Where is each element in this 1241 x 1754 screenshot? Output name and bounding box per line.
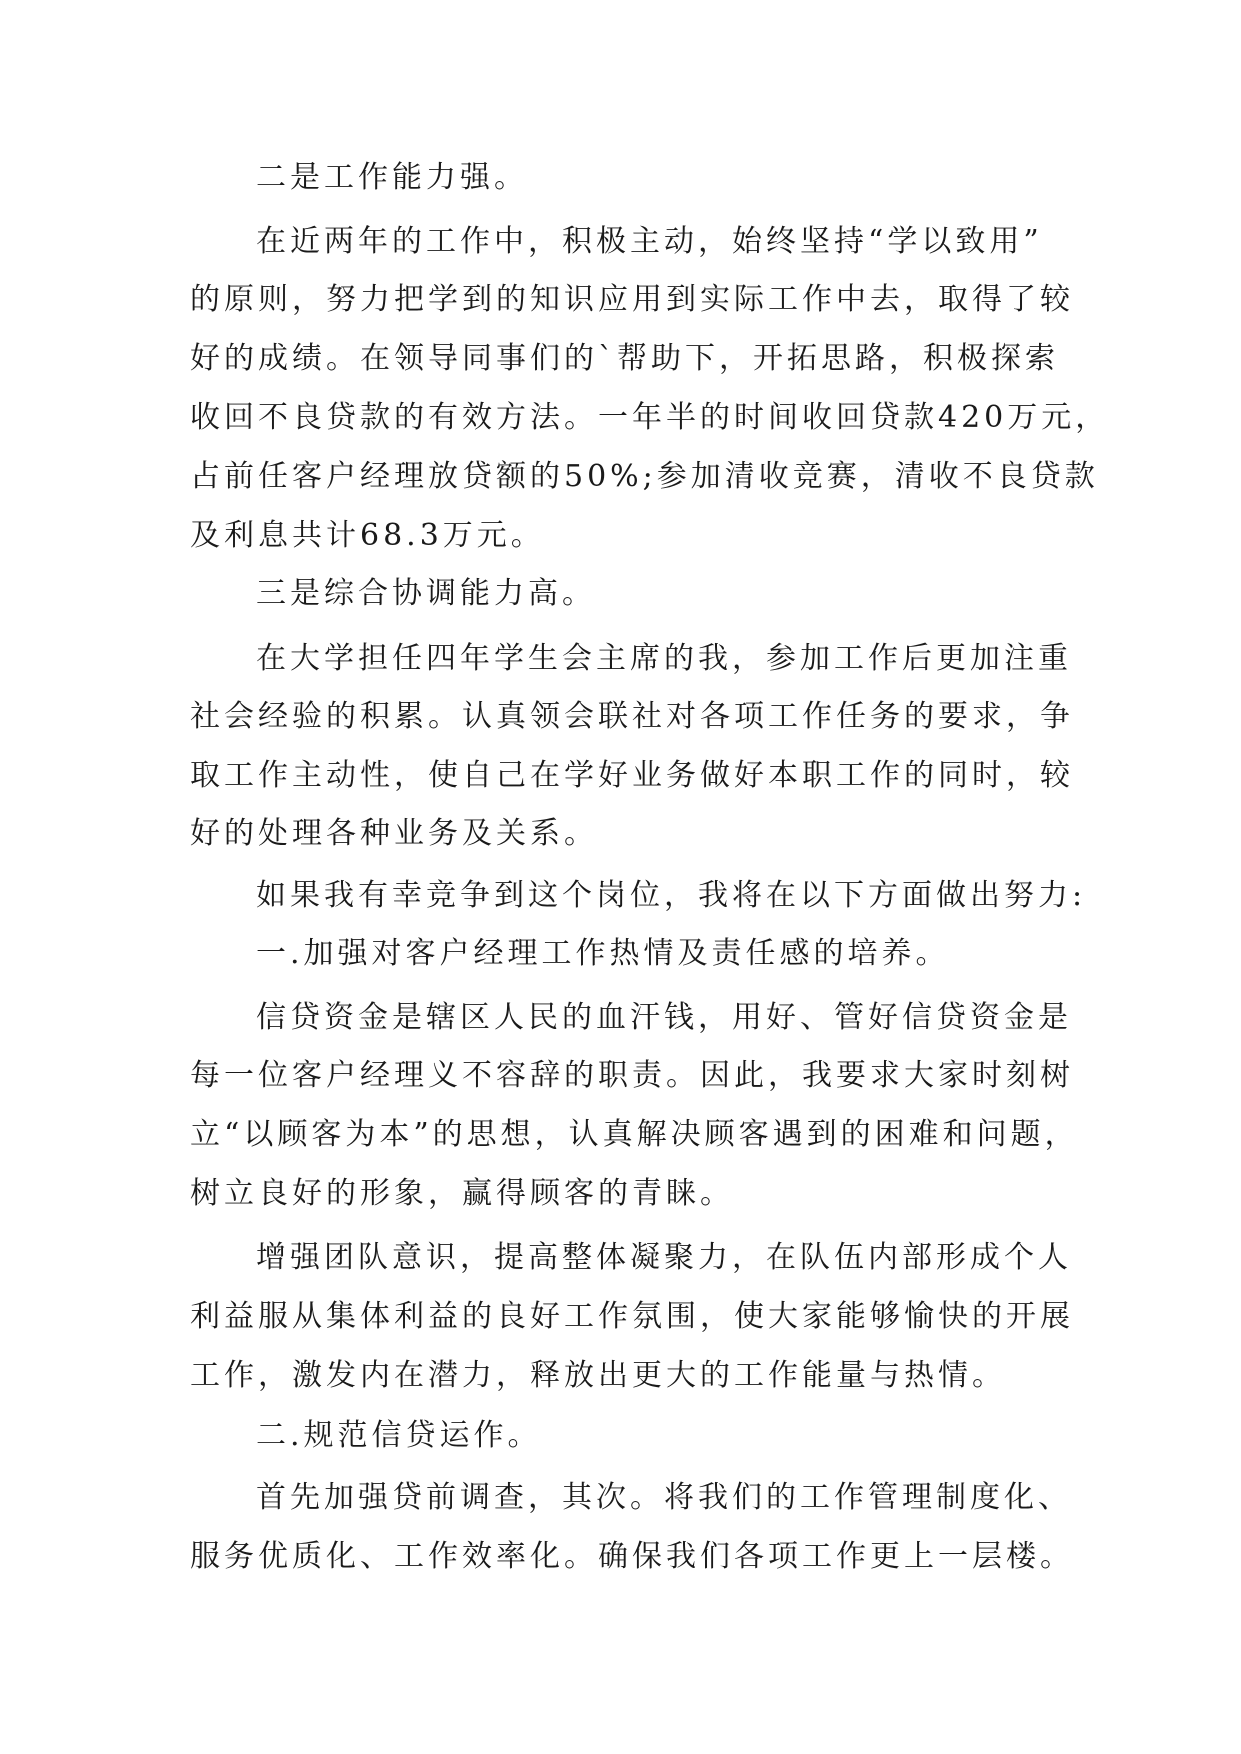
paragraph-line: 首先加强贷前调查，其次。将我们的工作管理制度化、: [256, 1480, 1072, 1515]
paragraph-line: 如果我有幸竞争到这个岗位，我将在以下方面做出努力:: [256, 878, 1087, 913]
paragraph-line: 在大学担任四年学生会主席的我，参加工作后更加注重: [256, 641, 1072, 676]
paragraph-line: 二是工作能力强。: [256, 160, 528, 195]
paragraph-line: 一.加强对客户经理工作热情及责任感的培养。: [256, 936, 950, 971]
paragraph-line: 好的处理各种业务及关系。: [190, 816, 598, 851]
paragraph-line: 社会经验的积累。认真领会联社对各项工作任务的要求，争: [190, 699, 1074, 734]
paragraph-line: 每一位客户经理义不容辞的职责。因此，我要求大家时刻树: [190, 1058, 1074, 1093]
paragraph-line: 占前任客户经理放贷额的50%;参加清收竞赛，清收不良贷款: [190, 459, 1099, 494]
paragraph-line: 取工作主动性，使自己在学好业务做好本职工作的同时，较: [190, 758, 1074, 793]
paragraph-line: 及利息共计68.3万元。: [190, 518, 545, 553]
paragraph-line: 好的成绩。在领导同事们的`帮助下，开拓思路，积极探索: [190, 341, 1059, 376]
paragraph-line: 在近两年的工作中，积极主动，始终坚持“学以致用”: [256, 224, 1043, 259]
paragraph-line: 信贷资金是辖区人民的血汗钱，用好、管好信贷资金是: [256, 1000, 1072, 1035]
paragraph-line: 增强团队意识，提高整体凝聚力，在队伍内部形成个人: [256, 1240, 1072, 1275]
paragraph-line: 树立良好的形象，赢得顾客的青睐。: [190, 1176, 734, 1211]
paragraph-line: 立“以顾客为本”的思想，认真解决顾客遇到的困难和问题，: [190, 1117, 1079, 1152]
paragraph-line: 工作，激发内在潜力，释放出更大的工作能量与热情。: [190, 1358, 1006, 1393]
paragraph-line: 利益服从集体利益的良好工作氛围，使大家能够愉快的开展: [190, 1299, 1074, 1334]
paragraph-line: 收回不良贷款的有效方法。一年半的时间收回贷款420万元，: [190, 400, 1110, 435]
paragraph-line: 服务优质化、工作效率化。确保我们各项工作更上一层楼。: [190, 1539, 1074, 1574]
paragraph-line: 二.规范信贷运作。: [256, 1418, 542, 1453]
paragraph-line: 三是综合协调能力高。: [256, 576, 596, 611]
paragraph-line: 的原则，努力把学到的知识应用到实际工作中去，取得了较: [190, 282, 1074, 317]
